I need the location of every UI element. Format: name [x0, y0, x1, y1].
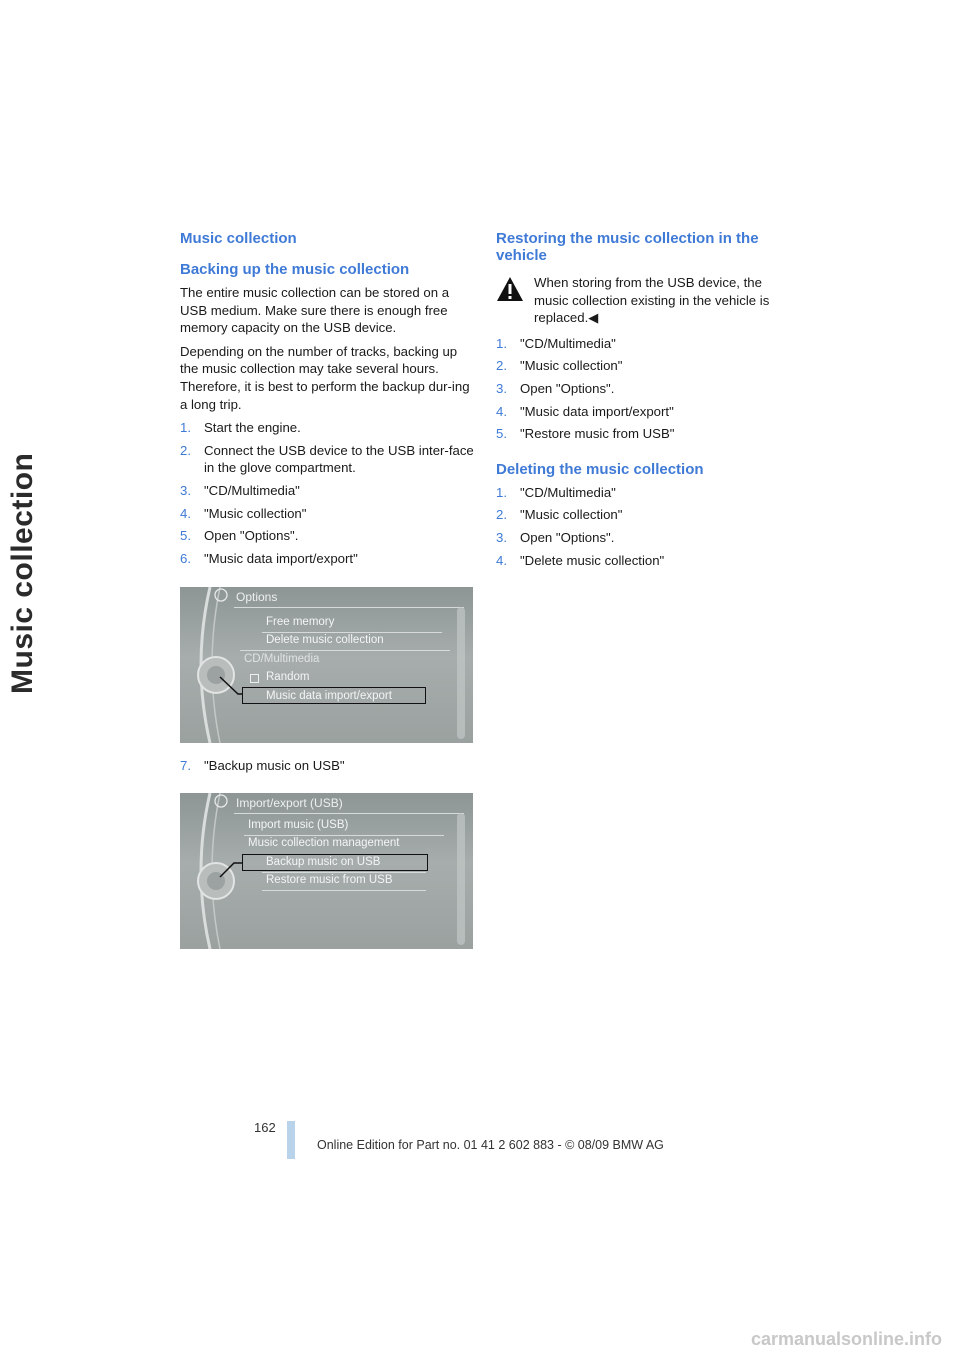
- menu-item-free-memory: Free memory: [266, 616, 335, 629]
- list-item: [180, 442, 474, 477]
- step-text: Open "Options".: [520, 529, 615, 545]
- step-number: 7.: [180, 758, 191, 774]
- list-item: [180, 419, 474, 437]
- footer-accent-bar: [287, 1121, 295, 1159]
- step-number: 2.: [180, 442, 191, 458]
- list-item: [496, 357, 790, 375]
- step-number: 4.: [496, 552, 507, 568]
- import-export-screenshot: [180, 793, 473, 949]
- page-number: 162: [254, 1120, 276, 1135]
- list-item: [496, 425, 790, 443]
- menu-title: Options: [236, 590, 278, 605]
- step-text: "Music collection": [204, 505, 307, 521]
- step-number: 2.: [496, 507, 507, 523]
- list-item: [180, 757, 474, 775]
- scrollbar: [457, 813, 465, 945]
- step-text: "Restore music from USB": [520, 426, 675, 442]
- step-number: 1.: [496, 335, 507, 351]
- step-text: "Music collection": [520, 358, 623, 374]
- step-text: "Music collection": [520, 507, 623, 523]
- step-text: Start the engine.: [204, 420, 301, 436]
- step-number: 6.: [180, 550, 191, 566]
- paragraph-intro: The entire music collection can be stored on a USB medium. Make sure there is enough free memory capacity on the USB device.: [180, 285, 450, 336]
- step-number: 3.: [496, 529, 507, 545]
- subheading-delete: Deleting the music collection: [496, 460, 704, 478]
- menu-group-cd-multimedia: CD/Multimedia: [244, 653, 320, 666]
- section-heading: Music collection: [180, 230, 297, 247]
- left-column: [180, 230, 474, 963]
- list-item: [180, 527, 474, 545]
- chapter-side-tab: [0, 0, 39, 1358]
- step-text: "Music data import/export": [520, 403, 674, 419]
- step-text: "Backup music on USB": [204, 758, 345, 774]
- step-number: 3.: [180, 482, 191, 498]
- list-item: [180, 505, 474, 523]
- list-item: [496, 403, 790, 421]
- step-text: "CD/Multimedia": [204, 482, 300, 498]
- menu-item-delete-collection: Delete music collection: [266, 634, 384, 647]
- divider: [234, 813, 464, 814]
- step-number: 1.: [180, 420, 191, 436]
- divider: [262, 632, 442, 633]
- list-item: [496, 380, 790, 398]
- warning-text: When storing from the USB device, the music collection existing in the vehicle is replaced.: [534, 275, 770, 326]
- step-text: "Delete music collection": [520, 552, 665, 568]
- chapter-title: Music collection: [6, 452, 39, 694]
- menu-item-restore-usb: Restore music from USB: [266, 873, 393, 886]
- subheading-restore: Restoring the music collection in the vehicle: [496, 230, 759, 264]
- divider: [234, 607, 464, 608]
- step-text: "Music data import/export": [204, 550, 358, 566]
- divider: [262, 890, 426, 891]
- menu-item-backup-usb: Backup music on USB: [266, 855, 381, 868]
- delete-steps: [496, 484, 790, 569]
- step-text: Open "Options".: [204, 528, 299, 544]
- step-text: "CD/Multimedia": [520, 335, 616, 351]
- paragraph-duration: Depending on the number of tracks, backing up the music collection may take several hours. Therefore, it is best to perform the backup dur-ing a long trip.: [180, 343, 470, 412]
- list-item: [496, 529, 790, 547]
- menu-item-collection-management: Music collection management: [248, 836, 400, 849]
- subheading-backup: Backing up the music collection: [180, 261, 410, 278]
- warning-triangle-icon: [496, 276, 524, 302]
- list-item: [180, 482, 474, 500]
- step-number: 3.: [496, 380, 507, 396]
- idrive-controller-graphic: [180, 587, 473, 743]
- list-item: [496, 484, 790, 502]
- options-menu-screenshot: [180, 587, 473, 743]
- backup-steps: [180, 419, 474, 567]
- divider: [240, 650, 450, 651]
- restore-steps: [496, 335, 790, 443]
- list-item: [496, 335, 790, 353]
- edition-notice: Online Edition for Part no. 01 41 2 602 883 - © 08/09 BMW AG: [317, 1138, 664, 1152]
- right-column: [496, 230, 790, 574]
- step-number: 5.: [180, 528, 191, 544]
- menu-item-music-import-export: Music data import/export: [266, 690, 392, 703]
- idrive-controller-graphic: [180, 793, 473, 949]
- step-number: 4.: [180, 505, 191, 521]
- menu-item-random: Random: [266, 671, 310, 684]
- menu-title: Import/export (USB): [236, 795, 343, 810]
- list-item: [496, 506, 790, 524]
- warning-note: [496, 274, 790, 327]
- step-text: Open "Options".: [520, 380, 615, 396]
- checkbox-icon: [250, 674, 259, 683]
- list-item: [496, 552, 790, 570]
- scrollbar: [457, 607, 465, 739]
- list-item: [180, 550, 474, 568]
- step-number: 4.: [496, 403, 507, 419]
- divider: [244, 835, 444, 836]
- divider: [262, 872, 426, 873]
- site-watermark: carmanualsonline.info: [750, 1329, 942, 1349]
- step-number: 5.: [496, 426, 507, 442]
- step-number: 2.: [496, 358, 507, 374]
- step-text: Connect the USB device to the USB inter-face in the glove compartment.: [204, 442, 474, 476]
- step-text: "CD/Multimedia": [520, 484, 616, 500]
- menu-item-import-music: Import music (USB): [248, 818, 349, 831]
- step-number: 1.: [496, 484, 507, 500]
- backup-steps-continued: [180, 757, 474, 775]
- end-marker-icon: ◀: [588, 310, 599, 326]
